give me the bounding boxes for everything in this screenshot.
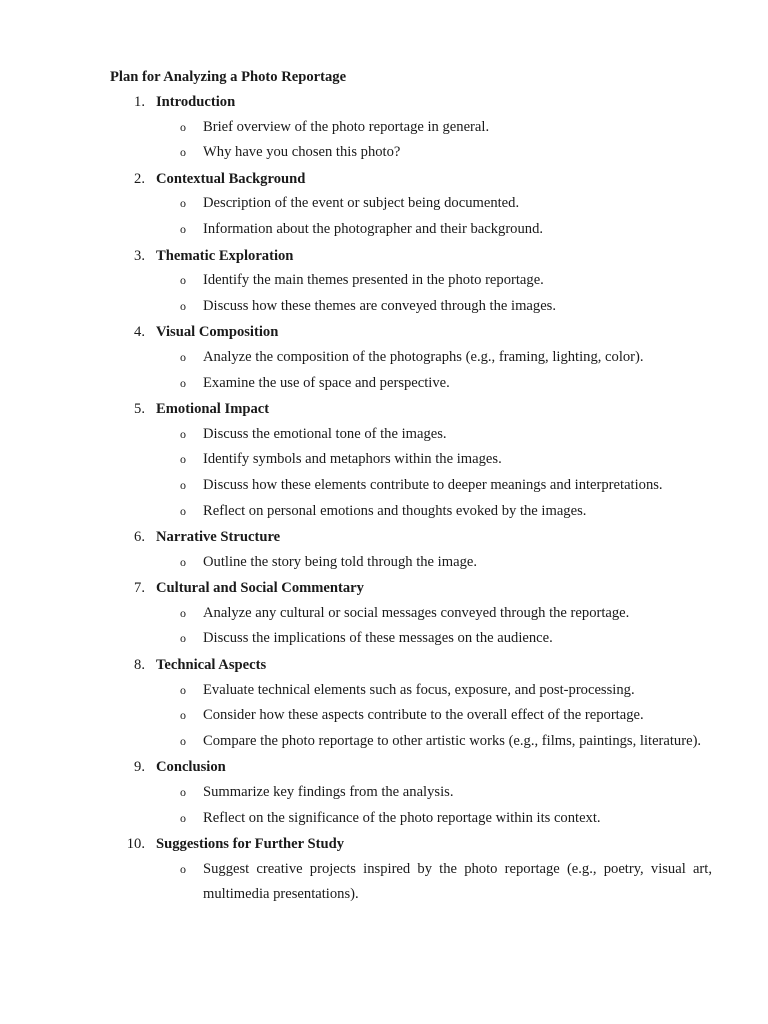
section-number: 3. (134, 247, 145, 264)
section-title: Cultural and Social Commentary (156, 580, 364, 597)
bullet-item (0, 601, 768, 627)
bullet-text: Consider how these aspects contribute to the overall effect of the reportage. (203, 707, 644, 724)
bullet-text: Reflect on personal emotions and thoughts evoked by the images. (203, 502, 587, 519)
bullet-text: Identify symbols and metaphors within the images. (203, 451, 502, 468)
bullet-list (0, 345, 768, 396)
bullet-list (0, 422, 768, 524)
bullet-text: Analyze the composition of the photographs (e.g., framing, lighting, color). (203, 348, 644, 365)
bullet-item (0, 422, 768, 448)
bullet-text: Description of the event or subject being documented. (203, 195, 520, 212)
bullet-item (0, 678, 768, 704)
section-title: Introduction (156, 94, 236, 110)
bullet-marker-icon: o (180, 477, 186, 492)
bullet-text: Why have you chosen this photo? (203, 144, 401, 161)
bullet-item (0, 294, 768, 320)
outline-section (0, 246, 768, 320)
section-title: Technical Aspects (156, 657, 267, 674)
outline-section (0, 655, 768, 754)
bullet-marker-icon: o (180, 221, 186, 236)
outline-section (0, 92, 768, 166)
section-title: Suggestions for Further Study (156, 836, 344, 853)
bullet-text: Discuss the implications of these messages on the audience. (203, 630, 553, 647)
bullet-text: Compare the photo reportage to other artistic works (e.g., films, paintings, literature). (203, 732, 702, 749)
bullet-marker-icon: o (180, 452, 186, 467)
section-title: Contextual Background (156, 170, 306, 187)
section-number: 5. (134, 401, 145, 418)
section-number: 9. (134, 759, 145, 776)
bullet-marker-icon: o (180, 298, 186, 313)
bullet-marker-icon: o (180, 733, 186, 748)
outline-section (0, 322, 768, 396)
section-number: 4. (134, 324, 145, 341)
outline-section (0, 169, 768, 243)
bullet-list (0, 115, 768, 166)
bullet-marker-icon: o (180, 554, 186, 569)
bullet-marker-icon: o (180, 145, 186, 160)
bullet-text: Information about the photographer and their background. (203, 220, 544, 237)
bullet-text: Analyze any cultural or social messages conveyed through the reportage. (203, 604, 630, 621)
bullet-item (0, 703, 768, 729)
section-number: 10. (126, 836, 145, 853)
bullet-text: Discuss how these elements contribute to deeper meanings and interpretations. (203, 476, 663, 493)
bullet-item (0, 780, 768, 806)
bullet-text: Outline the story being told through the image. (203, 553, 477, 570)
bullet-text: Summarize key findings from the analysis. (203, 784, 454, 801)
bullet-text: Suggest creative projects inspired by the photo reportage (e.g., poetry, visual art, multimedia presentations). (203, 860, 712, 903)
section-title: Thematic Exploration (156, 247, 294, 264)
bullet-item (0, 499, 768, 525)
section-title: Visual Composition (156, 324, 279, 341)
bullet-list (0, 857, 768, 908)
bullet-marker-icon: o (180, 631, 186, 646)
outline-list (0, 92, 768, 911)
bullet-item (0, 345, 768, 371)
bullet-item (0, 806, 768, 832)
bullet-list (0, 601, 768, 652)
bullet-marker-icon: o (180, 375, 186, 390)
bullet-marker-icon: o (180, 605, 186, 620)
bullet-list (0, 191, 768, 242)
bullet-item (0, 729, 768, 755)
outline-section (0, 757, 768, 831)
bullet-item (0, 473, 768, 499)
bullet-marker-icon: o (180, 119, 186, 134)
section-number: 2. (134, 170, 145, 187)
bullet-list (0, 550, 768, 576)
bullet-marker-icon: o (180, 426, 186, 441)
bullet-marker-icon: o (180, 196, 186, 211)
outline-section (0, 834, 768, 908)
section-number: 1. (134, 94, 145, 110)
bullet-marker-icon: o (180, 785, 186, 800)
bullet-text: Discuss how these themes are conveyed through the images. (203, 297, 556, 314)
bullet-item (0, 447, 768, 473)
bullet-item (0, 626, 768, 652)
bullet-item (0, 115, 768, 141)
bullet-item (0, 550, 768, 576)
bullet-item (0, 191, 768, 217)
section-title: Narrative Structure (156, 529, 281, 546)
bullet-marker-icon: o (180, 708, 186, 723)
section-number: 6. (134, 529, 145, 546)
section-number: 7. (134, 580, 145, 597)
bullet-text: Brief overview of the photo reportage in general. (203, 118, 490, 135)
document-title: Plan for Analyzing a Photo Reportage (110, 69, 347, 85)
section-title: Conclusion (156, 759, 226, 776)
bullet-item (0, 140, 768, 166)
section-number: 8. (134, 657, 145, 674)
outline-section (0, 527, 768, 575)
bullet-marker-icon: o (180, 810, 186, 825)
bullet-marker-icon: o (180, 273, 186, 288)
bullet-text: Reflect on the significance of the photo reportage within its context. (203, 809, 601, 826)
bullet-item (0, 371, 768, 397)
section-title: Emotional Impact (156, 401, 270, 418)
bullet-text: Discuss the emotional tone of the images. (203, 425, 447, 442)
bullet-list (0, 780, 768, 831)
bullet-item (0, 857, 768, 908)
bullet-marker-icon: o (180, 861, 186, 876)
bullet-list (0, 678, 768, 755)
bullet-marker-icon: o (180, 682, 186, 697)
bullet-item (0, 268, 768, 294)
outline-section (0, 399, 768, 524)
bullet-list (0, 268, 768, 319)
bullet-text: Evaluate technical elements such as focus, exposure, and post-processing. (203, 681, 635, 698)
bullet-marker-icon: o (180, 349, 186, 364)
bullet-item (0, 217, 768, 243)
bullet-text: Examine the use of space and perspective. (203, 374, 450, 391)
bullet-text: Identify the main themes presented in the photo reportage. (203, 272, 544, 289)
outline-section (0, 578, 768, 652)
bullet-marker-icon: o (180, 503, 186, 518)
